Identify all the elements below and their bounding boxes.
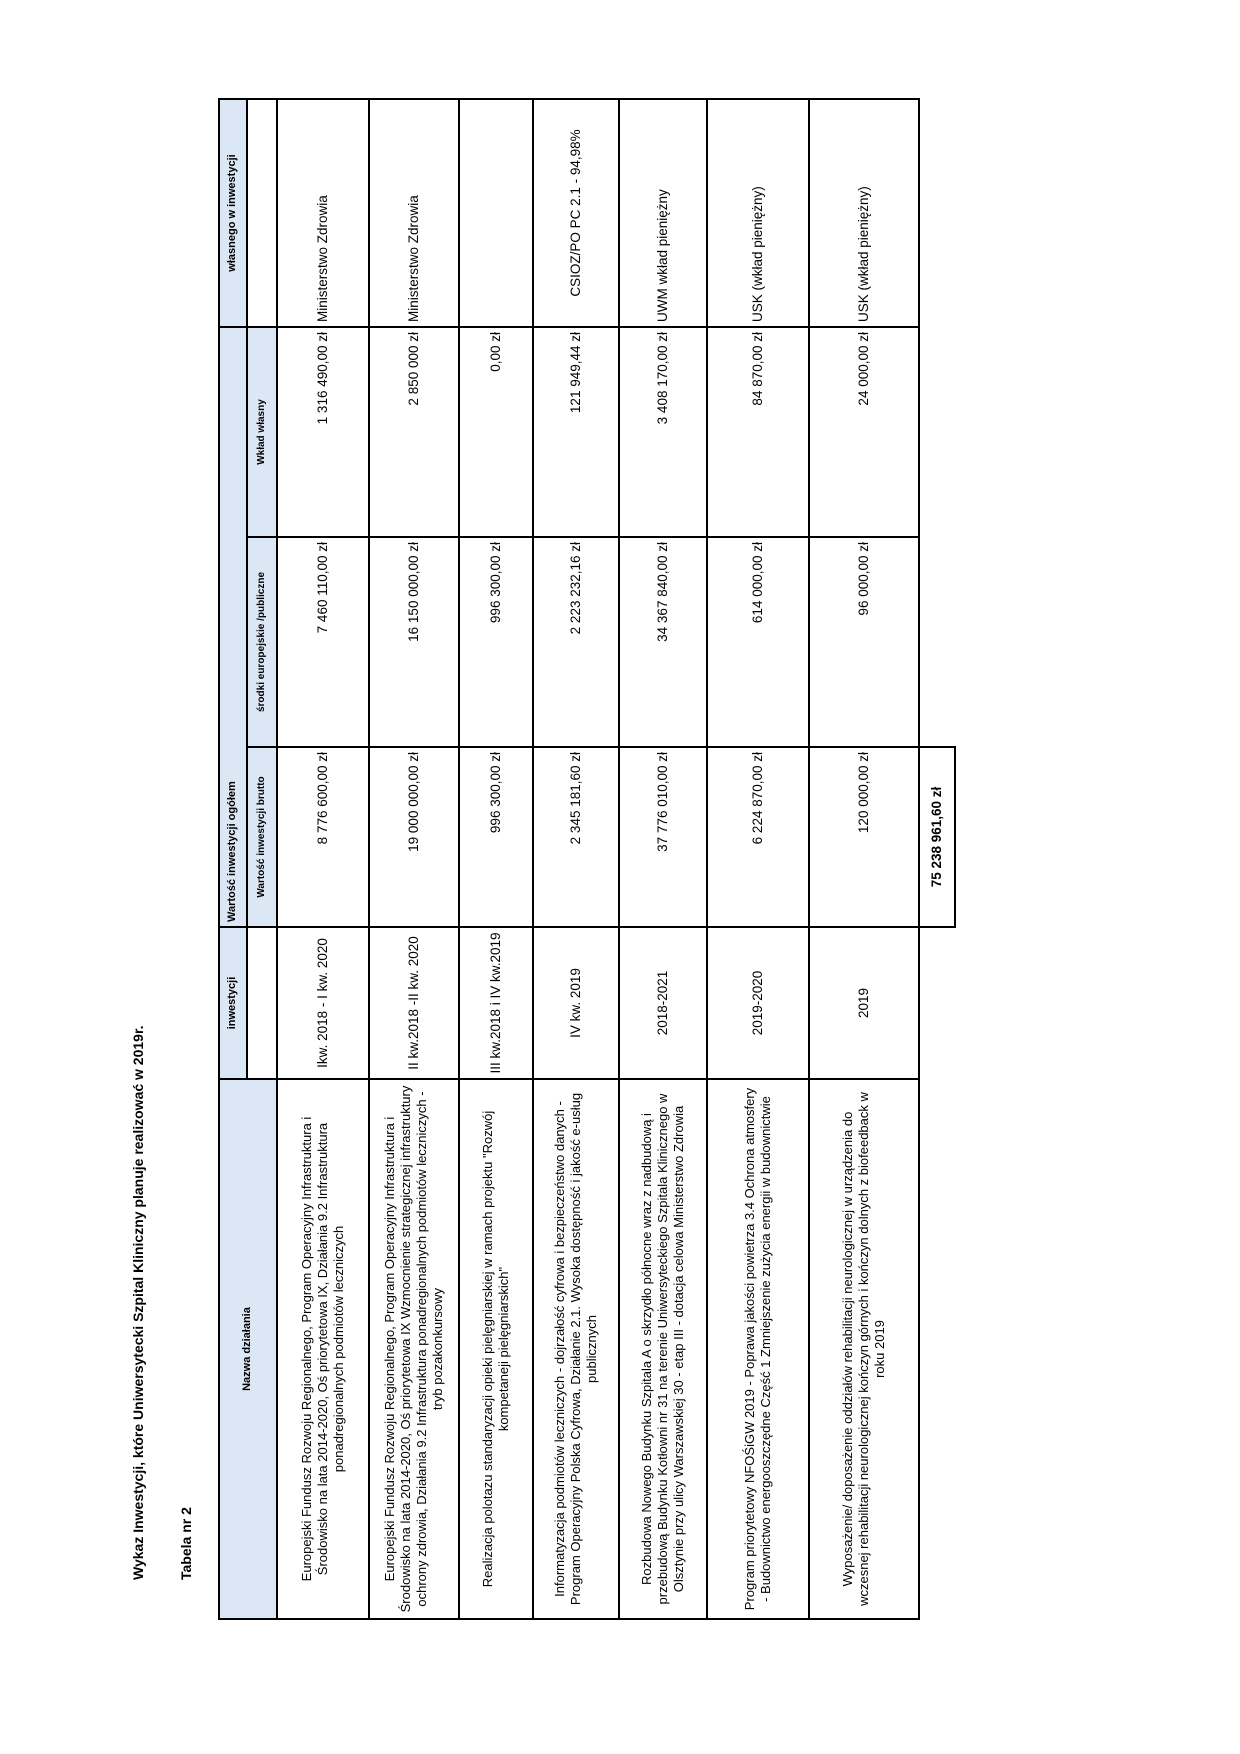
cell-source: CSIOZ/PO PC 2.1 - 94,98% (533, 99, 619, 327)
table-row (277, 99, 369, 1619)
cell-name: Wyposażenie/ doposażenie oddziałów rehabilitacji neurologicznej w urządzenia do wczesnej rehabilitacji neurologicznej kończyn górnych i kończyn dolnych z biofeedback w roku 2019 (809, 1079, 919, 1619)
total-blank (919, 327, 955, 537)
total-blank (919, 1079, 955, 1619)
cell-gross: 19 000 000,00 zł (369, 747, 459, 927)
total-row (919, 99, 955, 1619)
cell-eu-public: 34 367 840,00 zł (619, 537, 707, 747)
cell-eu-public: 2 223 232,16 zł (533, 537, 619, 747)
total-value: 75 238 961,60 zł (919, 747, 955, 927)
cell-period: II kw.2018 -II kw. 2020 (369, 927, 459, 1079)
cell-period: 2019-2020 (707, 927, 809, 1079)
cell-name: Europejski Fundusz Rozwoju Regionalnego, Program Operacyjny Infrastruktura i Środowisko na lata 2014-2020, Oś priorytetowa IX Wzmocnienie strategicznej infrastruktury ochrony zdrowia, Działania 9.2 Infrastruktura ponadregionalnych podmiotów leczniczych -tryb pozakonkursowy (369, 1079, 459, 1619)
rotated-sheet (130, 60, 1050, 1620)
document-title: Wykaz Inwestycji, które Uniwersytecki Szpital Kliniczny planuje realizować w 2019r. (130, 1025, 146, 1580)
table-row (707, 99, 809, 1619)
cell-source: USK (wkład pieniężny) (707, 99, 809, 327)
cell-eu-public: 7 460 110,00 zł (277, 537, 369, 747)
header-source-blank (247, 99, 277, 327)
header-period-blank (247, 927, 277, 1079)
table-label: Tabela nr 2 (178, 1507, 194, 1580)
cell-period: III kw.2018 i IV kw.2019 (459, 927, 533, 1079)
header-period: inwestycji (219, 927, 247, 1079)
cell-name: Informatyzacja podmiotów leczniczych - dojrzałość cyfrowa i bezpieczeństwo danych - Program Operacyjny Polska Cyfrowa, Działanie 2.1. Wysoka dostępność i jakość e-usług publicznych (533, 1079, 619, 1619)
cell-source: Ministerstwo Zdrowia (369, 99, 459, 327)
cell-source (459, 99, 533, 327)
cell-gross: 996 300,00 zł (459, 747, 533, 927)
table-row (619, 99, 707, 1619)
cell-source: UWM wkład pieniężny (619, 99, 707, 327)
cell-gross: 37 776 010,00 zł (619, 747, 707, 927)
cell-name: Realizacja polotazu standaryzacji opieki pielęgniarskiej w ramach projektu "Rozwój kompetaneji pielęgniarskich" (459, 1079, 533, 1619)
header-eu-public: środki europejskie /publiczne (247, 537, 277, 747)
header-own: Wkład własny (247, 327, 277, 537)
header-gross: Wartość inwestycji brutto (247, 747, 277, 927)
cell-period: IV kw. 2019 (533, 927, 619, 1079)
total-blank (919, 99, 955, 327)
cell-period: 2018-2021 (619, 927, 707, 1079)
cell-gross: 2 345 181,60 zł (533, 747, 619, 927)
header-name: Nazwa działania (219, 1079, 277, 1619)
cell-name: Europejski Fundusz Rozwoju Regionalnego, Program Operacyjny Infrastruktura i Środowisko na lata 2014-2020, Oś priorytetowa IX, Działania 9.2 Infrastruktura ponadregionalnych podmiotów leczniczych (277, 1079, 369, 1619)
investment-table (218, 98, 956, 1620)
cell-source: USK (wkład pieniężny) (809, 99, 919, 327)
cell-own: 0,00 zł (459, 327, 533, 537)
cell-name: Rozbudowa Nowego Budynku Szpitala A o skrzydło północne wraz z nadbudową i przebudową Budynku Kotłowni nr 31 na terenie Uniwersyteckiego Szpitala Klinicznego w Olsztynie przy ulicy Warszawskiej 30 - etap III - dotacja celowa Ministerstwo Zdrowia (619, 1079, 707, 1619)
cell-gross: 120 000,00 zł (809, 747, 919, 927)
cell-gross: 8 776 600,00 zł (277, 747, 369, 927)
cell-eu-public: 96 000,00 zł (809, 537, 919, 747)
cell-eu-public: 614 000,00 zł (707, 537, 809, 747)
cell-own: 84 870,00 zł (707, 327, 809, 537)
cell-name: Program priorytetowy NFOŚiGW 2019 - Poprawa jakości powietrza 3.4 Ochrona atmosfery - Budownictwo energooszczędne Część 1 Zmniejszenie zużycia energii w budownictwie (707, 1079, 809, 1619)
cell-own: 2 850 000 zł (369, 327, 459, 537)
table-row (809, 99, 919, 1619)
table-row (459, 99, 533, 1619)
cell-own: 1 316 490,00 zł (277, 327, 369, 537)
cell-period: 2019 (809, 927, 919, 1079)
table-row (533, 99, 619, 1619)
cell-own: 24 000,00 zł (809, 327, 919, 537)
header-value-group: Wartość inwestycji ogółem (219, 327, 247, 927)
cell-eu-public: 996 300,00 zł (459, 537, 533, 747)
total-blank (919, 927, 955, 1079)
cell-period: Ikw. 2018 - I kw. 2020 (277, 927, 369, 1079)
table-row (369, 99, 459, 1619)
cell-source: Ministerstwo Zdrowia (277, 99, 369, 327)
header-own-group: własnego w inwestycji (219, 99, 247, 327)
total-blank (919, 537, 955, 747)
cell-eu-public: 16 150 000,00 zł (369, 537, 459, 747)
cell-own: 121 949,44 zł (533, 327, 619, 537)
header-row-1 (219, 99, 247, 1619)
cell-gross: 6 224 870,00 zł (707, 747, 809, 927)
cell-own: 3 408 170,00 zł (619, 327, 707, 537)
